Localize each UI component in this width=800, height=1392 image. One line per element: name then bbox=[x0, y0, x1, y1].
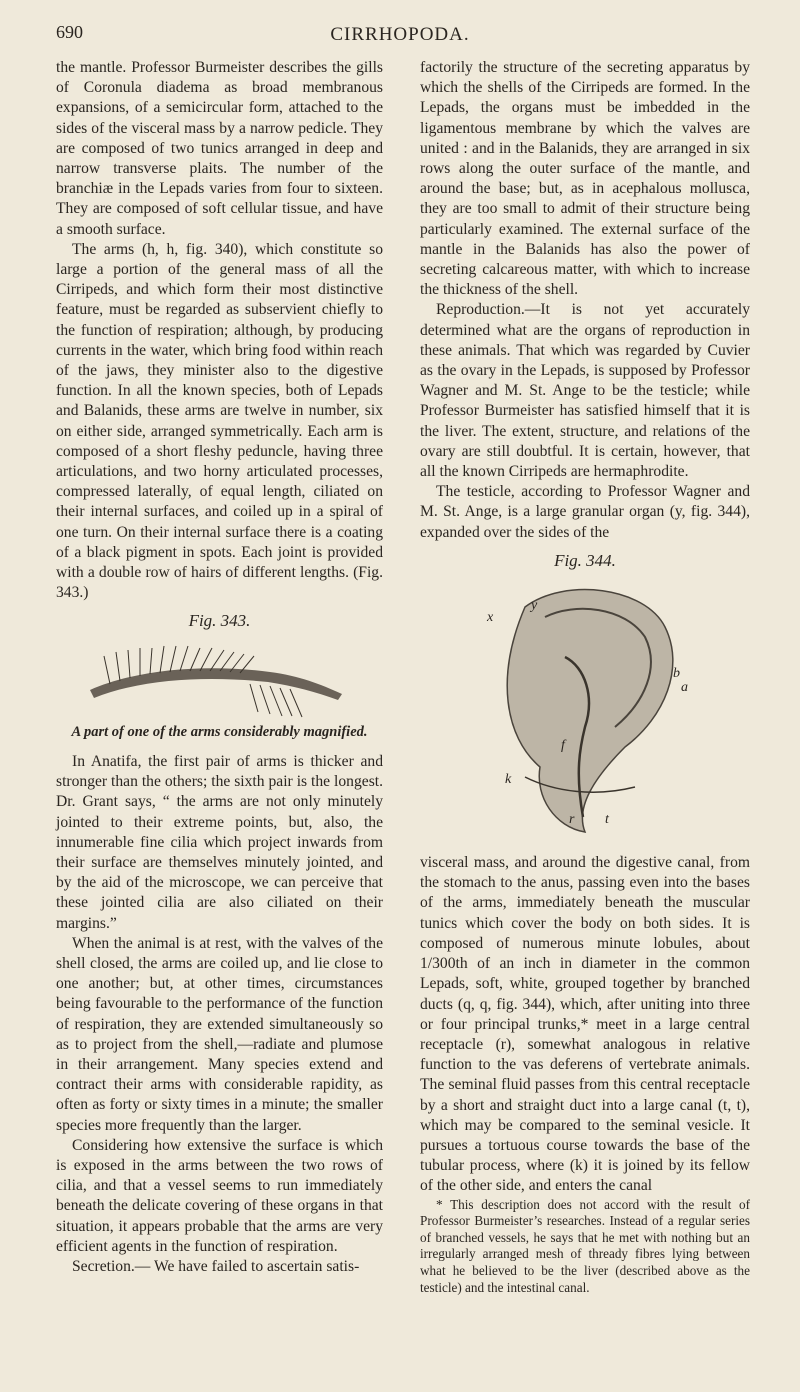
visceral-mass-shape bbox=[507, 590, 673, 832]
footnote: * This description does not accord with the result of Professor Burmeister’s researches. Instead of a regular series of branched vessels, he says that he met with nothing but an irregularly arranged mesh of thready fibres lying between what he believed to be the liver (described above as the testicle) and the intestinal canal. bbox=[420, 1196, 750, 1295]
paragraph: The testicle, according to Professor Wagner and M. St. Ange, is a large granular organ (y, fig. 344), expanded over the sides of the bbox=[420, 483, 750, 541]
paragraph: When the animal is at rest, with the valves of the shell closed, the arms are coiled up, and lie close to one another; but, at other times, circumstances being favourable to the performance of the function of respiration, they are extended simultaneously so as to project from the shell,—radiate and plumose in their arrangement. Many species extend and contract their arms with considerable rapidity, as often as forty or sixty times in a minute; the smaller species more frequently than the larger. bbox=[56, 934, 383, 1134]
figure-343-title: Fig. 343. bbox=[188, 611, 251, 631]
paragraph-section-reproduction: Reproduction.—It is not yet accurately determined what are the organs of reproduction in these animals. That which was regarded by Cuvier as the ovary in the Lepads, is supposed by Professor Wagner and M. St. Ange to be the testicle; while Professor Burmeister has satisfied himself that it is the liver. The extent, structure, and relations of the ovary are still doubtful. It is certain, however, that all the known Cirripeds are hermaphrodite. bbox=[420, 301, 750, 481]
paragraph: The arms (h, h, fig. 340), which constitute so large a portion of the general mass of all the Cirripeds, and which form their most distinctive feature, must be regarded as subservient chiefly to the function of respiration; although, by producing currents in the water, which bring food within reach of the jaws, they minister also to the digestive function. In all the known species, both of Lepads and Balanids, these arms are twelve in number, six on either side, arranged symmetrically. Each arm is composed of a short fleshy peduncle, having three articulations, and two horny articulated processes, compressed laterally, of equal length, ciliated on their internal surfaces, and coiled up in a spiral of one turn. On their internal surface there is a coating of a black pigment in spots. Each joint is provided with a double row of hairs of different lengths. (Fig. 343.) bbox=[56, 240, 383, 602]
paragraph: Considering how extensive the surface is which is exposed in the arms between the two rows of cilia, and that a vessel seems to run immediately beneath the delicate covering of these organs in that situation, it appears probable that the arms are very efficient agents in the function of respiration. bbox=[56, 1136, 383, 1255]
running-head: CIRRHOPODA. bbox=[330, 24, 470, 45]
paragraph: In Anatifa, the first pair of arms is thicker and stronger than the others; the sixth pair is the longest. Dr. Grant says, “ the arms are not only minutely jointed to their extreme points, but, also, the innumerable fine cilia which project inwards from their surface are themselves minutely jointed, and by the aid of the microscope, we can perceive that these jointed cilia are also ciliated on their margins.” bbox=[56, 752, 383, 932]
fig-label-b: b bbox=[673, 666, 680, 682]
fig-label-y: y bbox=[531, 598, 538, 614]
arm-segment-shape bbox=[90, 668, 342, 700]
fig-label-f: f bbox=[561, 738, 565, 754]
figure-344-title: Fig. 344. bbox=[554, 550, 616, 570]
paragraph: factorily the structure of the secreting apparatus by which the shells of the Cirripeds are formed. In the Lepads, the organs must be imbedded in the ligamentous membrane by which the valves are united : and in the Balanids, they are arranged in six rows along the outer surface of the mantle, and around the base; but, as in acephalous mollusca, they are too small to admit of their structure being particularly examined. The external surface of the mantle in the Balanids has also the power of secreting calcareous matter, with which to increase the thickness of the shell. bbox=[420, 59, 750, 299]
fig-label-a: a bbox=[681, 680, 688, 696]
left-column bbox=[56, 58, 383, 1277]
paragraph: visceral mass, and around the digestive canal, from the stomach to the anus, passing even into the bases of the arms, immediately beneath the muscular tunics which cover the body on both sides. It is composed of numerous minute lobules, about 1/300th of an inch in diameter in the common Lepads, soft, white, grouped together by branched ducts (q, q, fig. 344), which, after uniting into three or four principal trunks,* meet in a large central receptacle (r), somewhat analogous in relative function to the vas deferens of vertebrate animals. The seminal fluid passes from this central receptacle by a short and straight duct into a large canal (t, t), which may be compared to the seminal vesicle. It pursues a tortuous course towards the base of the tubular process, where (k) it is joined by its fellow of the other side, and enters the canal bbox=[420, 854, 750, 1195]
fig-label-t: t bbox=[605, 812, 609, 828]
figure-343-caption: A part of one of the arms considerably magnified. bbox=[71, 723, 368, 740]
fig-label-x: x bbox=[487, 610, 494, 626]
page-number: 690 bbox=[56, 22, 83, 42]
fig-label-r: r bbox=[569, 812, 575, 828]
paragraph-section-secretion: Secretion.— We have failed to ascertain satis- bbox=[72, 1257, 360, 1275]
fig-label-k: k bbox=[505, 772, 512, 788]
figure-344-reproductive-illustration bbox=[465, 577, 705, 847]
figure-343-arm-illustration bbox=[80, 638, 360, 720]
paragraph: the mantle. Professor Burmeister describes the gills of Coronula diadema as broad membranous expansions, of a semicircular form, attached to the sides of the visceral mass by a narrow pedicle. They are composed of two tunics arranged in deep and narrow transverse plaits. The number of the branchiæ in the Lepads varies from four to sixteen. They are composed of soft cellular tissue, and have a smooth surface. bbox=[56, 59, 383, 238]
right-column bbox=[420, 58, 750, 1296]
